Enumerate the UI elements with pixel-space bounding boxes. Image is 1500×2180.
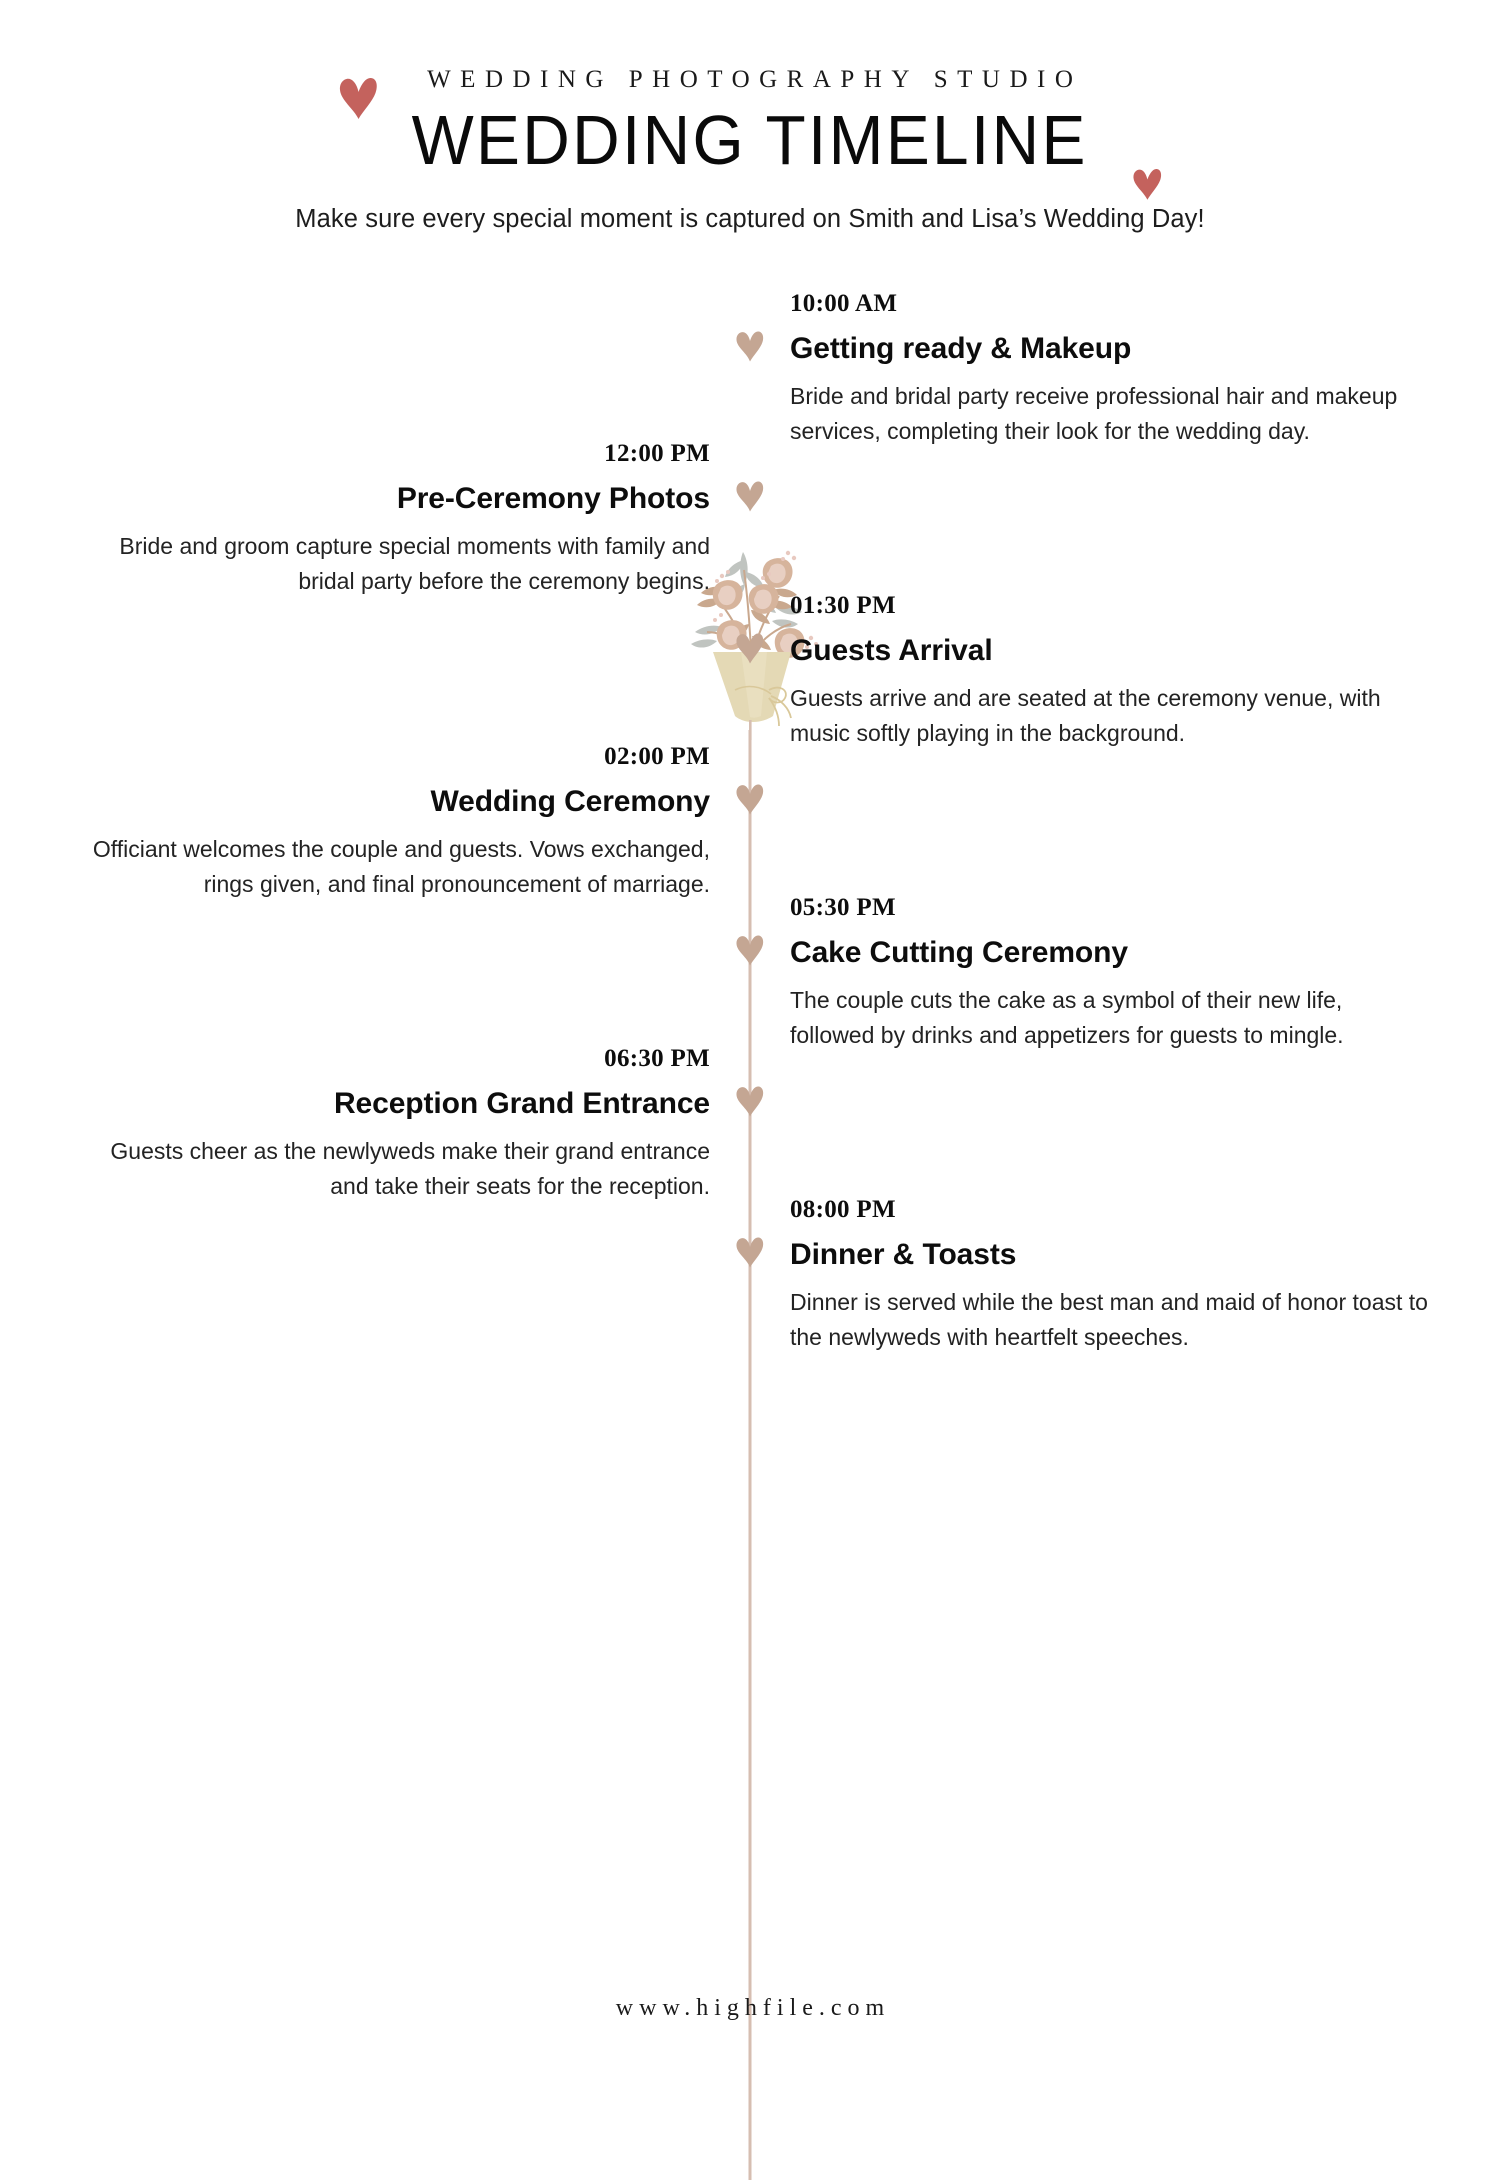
- timeline-marker-heart-icon: [735, 1085, 765, 1117]
- timeline-entry: [790, 290, 1430, 450]
- timeline-marker-heart-icon: [735, 632, 765, 664]
- timeline-marker-heart-icon: [735, 480, 765, 512]
- heart-icon: [338, 76, 378, 120]
- timeline-entry: [790, 1196, 1430, 1356]
- timeline-entry: [70, 440, 710, 600]
- page-title: WEDDING TIMELINE: [411, 101, 1089, 179]
- timeline-marker-heart-icon: [735, 783, 765, 815]
- timeline-entry: [790, 592, 1430, 752]
- entry-time: 10:00 AM: [790, 289, 898, 317]
- entry-title: Guests Arrival: [790, 633, 993, 667]
- entry-description: The couple cuts the cake as a symbol of their new life, followed by drinks and appetizers for guests to mingle.: [790, 986, 1344, 1049]
- timeline-marker-heart-icon: [735, 1236, 765, 1268]
- entry-time: 08:00 PM: [790, 1195, 896, 1223]
- page-subtitle: Make sure every special moment is captured on Smith and Lisa’s Wedding Day!: [295, 204, 1205, 233]
- entry-title: Dinner & Toasts: [790, 1237, 1017, 1271]
- entry-time: 05:30 PM: [790, 893, 896, 921]
- entry-description: Bride and bridal party receive professional hair and makeup services, completing their look for the wedding day.: [790, 382, 1398, 445]
- page-title-row: [390, 100, 1109, 181]
- entry-time: 06:30 PM: [604, 1044, 710, 1072]
- footer-website: www.highfile.com: [615, 1995, 891, 2021]
- entry-time: 02:00 PM: [604, 742, 710, 770]
- heart-icon: [1132, 167, 1162, 201]
- entry-title: Pre-Ceremony Photos: [396, 481, 710, 515]
- studio-eyebrow: WEDDING PHOTOGRAPHY STUDIO: [427, 66, 1083, 93]
- entry-description: Officiant welcomes the couple and guests. Vows exchanged, rings given, and final pronouncement of marriage.: [92, 835, 710, 898]
- entry-time: 12:00 PM: [604, 439, 710, 467]
- entry-title: Wedding Ceremony: [430, 784, 710, 818]
- timeline: [0, 240, 1500, 1880]
- entry-description: Dinner is served while the best man and maid of honor toast to the newlyweds with heartfelt speeches.: [790, 1288, 1428, 1351]
- timeline-entry: [70, 743, 710, 903]
- entry-title: Reception Grand Entrance: [333, 1086, 710, 1120]
- page-header: [0, 0, 1500, 234]
- timeline-marker-heart-icon: [735, 330, 765, 362]
- timeline-entry: [70, 1045, 710, 1205]
- entry-description: Guests arrive and are seated at the ceremony venue, with music softly playing in the background.: [790, 684, 1381, 747]
- entry-description: Guests cheer as the newlyweds make their grand entrance and take their seats for the reception.: [110, 1137, 710, 1200]
- entry-title: Cake Cutting Ceremony: [790, 935, 1128, 969]
- entry-time: 01:30 PM: [790, 591, 896, 619]
- entry-description: Bride and groom capture special moments with family and bridal party before the ceremony begins.: [119, 532, 710, 595]
- entry-title: Getting ready & Makeup: [790, 331, 1132, 365]
- timeline-marker-heart-icon: [735, 934, 765, 966]
- timeline-entry: [790, 894, 1430, 1054]
